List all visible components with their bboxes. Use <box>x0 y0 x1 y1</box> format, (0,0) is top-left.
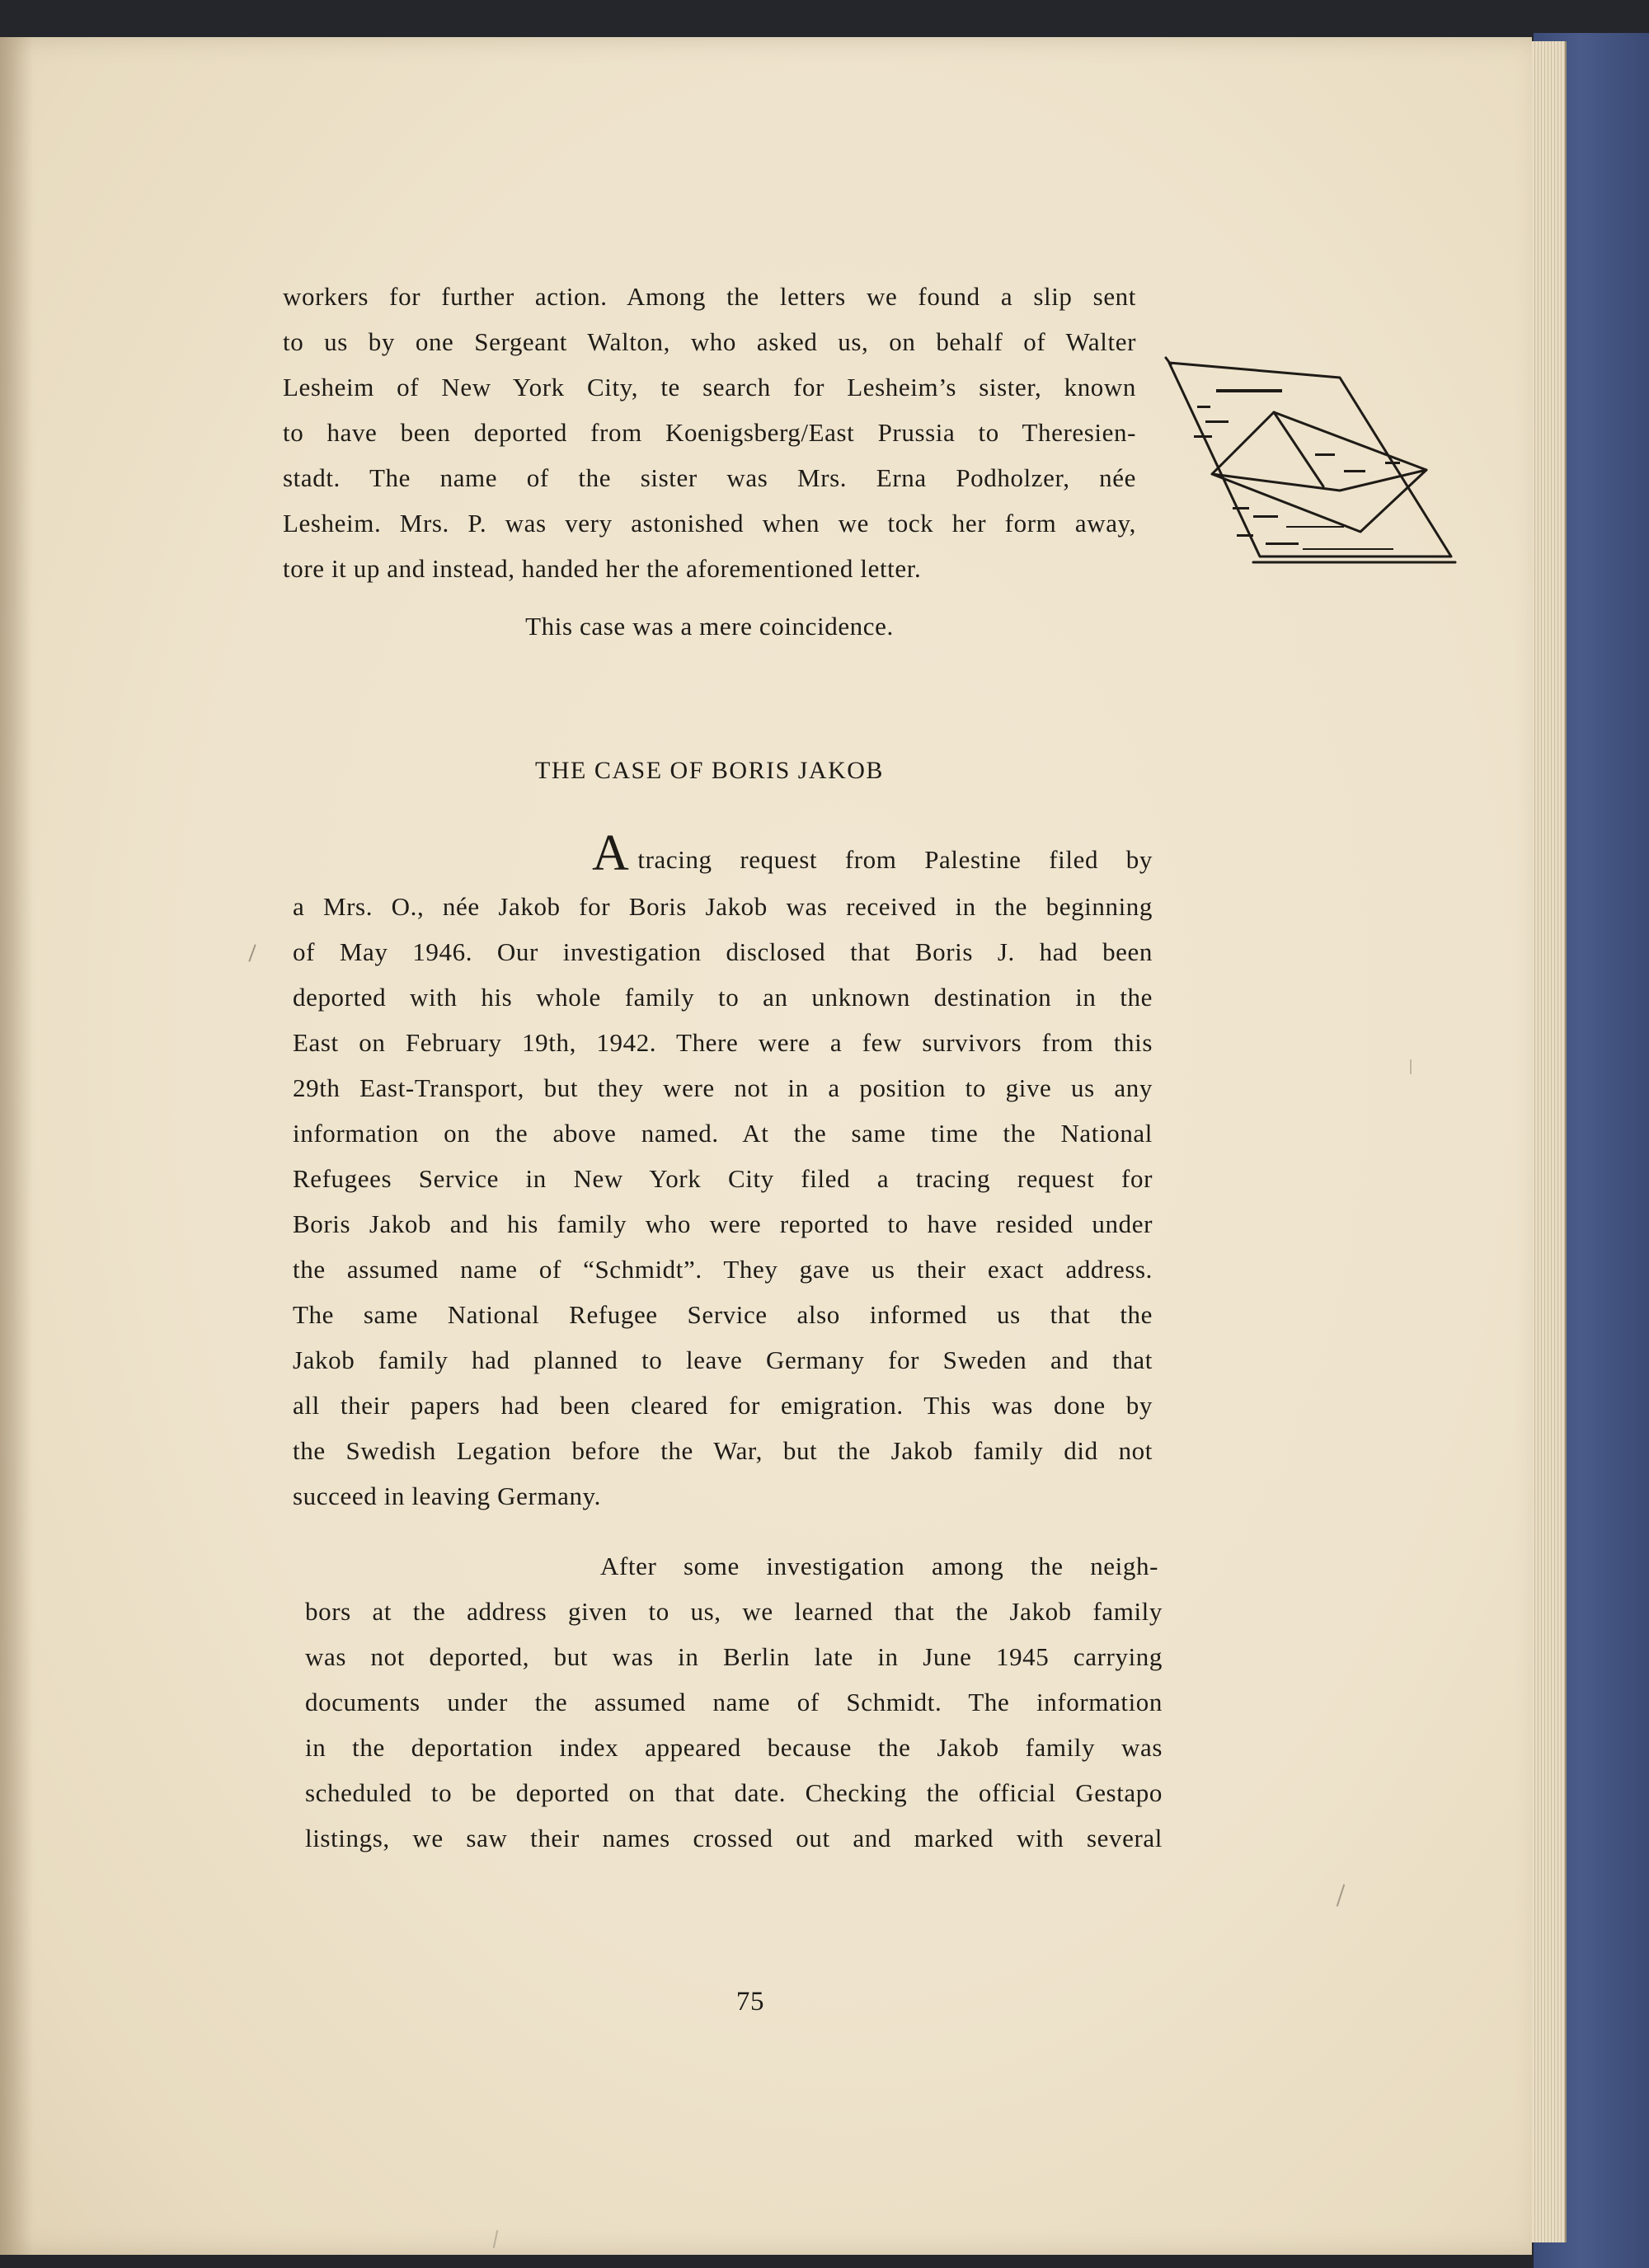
book-gutter <box>0 37 33 2255</box>
section-heading: THE CASE OF BORIS JAKOB <box>535 757 884 784</box>
page <box>0 37 1532 2255</box>
text-line: information on the above named. At the same time the National <box>293 1119 1153 1148</box>
paragraph-2-first-line-text: tracing request from Palestine filed by <box>637 845 1153 874</box>
coincidence-line: This case was a mere coincidence. <box>525 612 894 641</box>
text-line: bors at the address given to us, we learned that the Jakob family <box>305 1597 1163 1626</box>
text-line: tore it up and instead, handed her the aforementioned letter. <box>283 554 922 583</box>
paragraph-2-first-line <box>592 825 1153 881</box>
scan-mark <box>1410 1059 1412 1074</box>
letter-with-envelope-icon <box>1154 346 1459 594</box>
drop-cap: A <box>592 825 630 881</box>
text-line: Jakob family had planned to leave Germany for Sweden and that <box>293 1345 1153 1374</box>
text-line: East on February 19th, 1942. There were a few survivors from this <box>293 1028 1153 1057</box>
text-line: Lesheim. Mrs. P. was very astonished when we tock her form away, <box>283 509 1136 538</box>
text-line: a Mrs. O., née Jakob for Boris Jakob was received in the beginning <box>293 892 1153 921</box>
text-line: in the deportation index appeared because the Jakob family was <box>305 1733 1163 1762</box>
scan-mark <box>248 944 256 961</box>
text-line: documents under the assumed name of Schmidt. The information <box>305 1688 1163 1716</box>
text-line: The same National Refugee Service also informed us that the <box>293 1300 1153 1329</box>
page-number: 75 <box>735 1987 765 2017</box>
text-line: Refugees Service in New York City filed a tracing request for <box>293 1164 1153 1193</box>
text-line: deported with his whole family to an unknown destination in the <box>293 983 1153 1012</box>
text-line: listings, we saw their names crossed out and marked with several <box>305 1824 1163 1852</box>
text-line: all their papers had been cleared for emigration. This was done by <box>293 1391 1153 1420</box>
text-line: to us by one Sergeant Walton, who asked us, on behalf of Walter <box>283 327 1136 356</box>
text-line: scheduled to be deported on that date. Checking the official Gestapo <box>305 1778 1163 1807</box>
text-line: workers for further action. Among the letters we found a slip sent <box>283 282 1136 311</box>
text-line: stadt. The name of the sister was Mrs. Erna Podholzer, née <box>283 463 1136 492</box>
paragraph-3-first-line: After some investigation among the neigh- <box>600 1552 1158 1580</box>
text-line: the Swedish Legation before the War, but the Jakob family did not <box>293 1436 1153 1465</box>
text-line: the assumed name of “Schmidt”. They gave us their exact address. <box>293 1255 1153 1284</box>
text-line: Lesheim of New York City, te search for Lesheim’s sister, known <box>283 373 1136 401</box>
text-line: was not deported, but was in Berlin late in June 1945 carrying <box>305 1642 1163 1671</box>
text-line: succeed in leaving Germany. <box>293 1481 601 1510</box>
text-line: to have been deported from Koenigsberg/East Prussia to Theresien- <box>283 418 1136 447</box>
text-line: Boris Jakob and his family who were reported to have resided under <box>293 1209 1153 1238</box>
text-line: of May 1946. Our investigation disclosed that Boris J. had been <box>293 937 1153 966</box>
text-line: 29th East-Transport, but they were not in a position to give us any <box>293 1073 1153 1102</box>
scan-mark <box>493 2230 499 2248</box>
scan-mark <box>1337 1884 1346 1906</box>
